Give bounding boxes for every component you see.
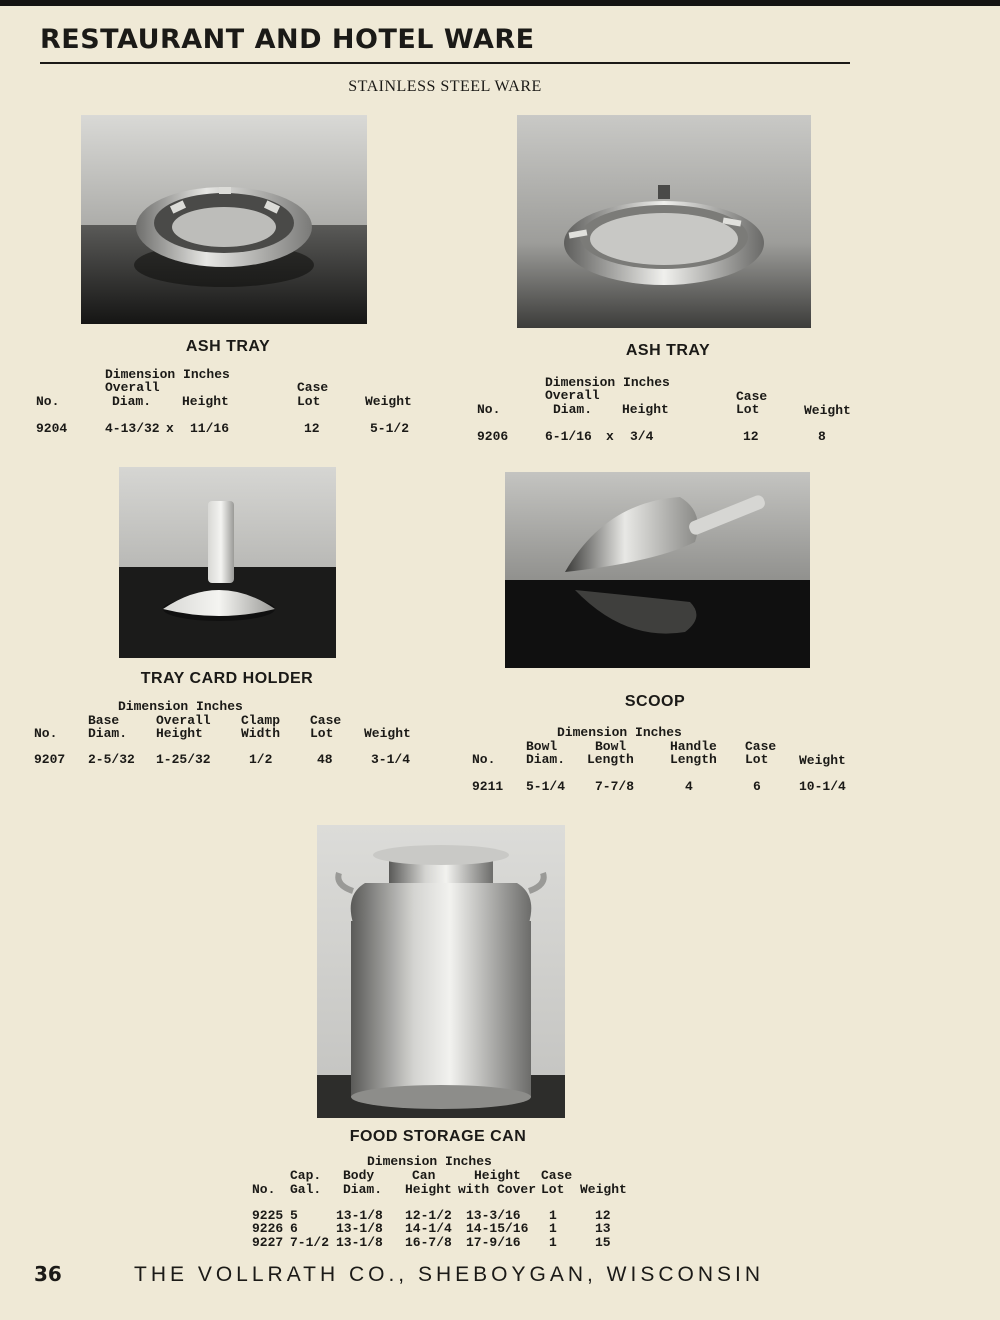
ash-tray-1-case-lot: 12 [304,421,320,436]
tray-card-holder-col-weight: Weight [364,726,411,741]
table-cell-cap: 6 [290,1221,298,1236]
ash-tray-2-col-weight: Weight [804,403,851,418]
ash-tray-1-x: x [166,421,174,436]
scoop-bowl-diam: 5-1/4 [526,779,566,794]
table-cell-case-lot: 1 [549,1235,557,1250]
ash-tray-1-no: 9204 [36,421,68,436]
scoop-col-diam: Diam. [526,752,566,767]
scoop-photo [505,472,810,668]
table-cell-can-height: 16-7/8 [405,1235,452,1250]
header-rule [40,62,850,64]
scoop-weight: 10-1/4 [799,779,846,794]
tray-card-holder-col-lot: Lot [310,726,334,741]
section-subtitle: STAINLESS STEEL WARE [348,78,542,95]
scoop-col-length: Length [587,752,634,767]
tray-card-holder-case-lot: 48 [317,752,333,767]
scoop-col-handle: Handle [670,739,717,754]
page-title: RESTAURANT AND HOTEL WARE [40,24,535,55]
ash-tray-2-height: 3/4 [630,429,654,444]
tray-card-holder-col-case: Case [310,713,342,728]
table-cell-weight: 13 [595,1221,611,1236]
ash-tray-2-dimension-header: Dimension Inches [545,375,670,390]
ash-tray-2-weight: 8 [818,429,826,444]
tray-card-holder-col-base: Base [88,713,120,728]
ash-tray-1-col-diam: Diam. [112,394,152,409]
food-storage-can-col-height: Height [474,1168,521,1183]
food-storage-can-col-can-height: Height [405,1182,452,1197]
scoop-no: 9211 [472,779,504,794]
table-cell-no: 9226 [252,1221,284,1236]
scoop-col-length-2: Length [670,752,717,767]
table-cell-cap: 5 [290,1208,298,1223]
tray-card-holder-col-diam: Diam. [88,726,128,741]
tray-card-holder-base-diam: 2-5/32 [88,752,135,767]
table-cell-weight: 12 [595,1208,611,1223]
tray-card-holder-overall-height: 1-25/32 [156,752,211,767]
top-border [0,0,1000,6]
scoop-dimension-header: Dimension Inches [557,725,682,740]
ash-tray-1-col-lot: Lot [297,394,321,409]
scoop-col-weight: Weight [799,753,846,768]
ash-tray-2-col-overall: Overall [545,388,600,403]
table-cell-no: 9227 [252,1235,284,1250]
food-storage-can-col-gal: Gal. [290,1182,322,1197]
ash-tray-1-col-case: Case [297,380,329,395]
ash-tray-2-diam: 6-1/16 [545,429,592,444]
ash-tray-2-title: ASH TRAY [625,342,711,359]
tray-card-holder-dimension-header: Dimension Inches [118,699,243,714]
scoop-col-bowl: Bowl [526,739,558,754]
ash-tray-photo [81,115,367,324]
food-storage-can-col-can: Can [412,1168,436,1183]
tray-card-holder-clamp-width: 1/2 [249,752,273,767]
scoop-title: SCOOP [624,693,686,710]
tray-card-holder-col-height: Height [156,726,203,741]
table-cell-body-diam: 13-1/8 [336,1208,383,1223]
tray-card-holder-col-overall: Overall [156,713,211,728]
scoop-case-lot: 6 [753,779,761,794]
food-storage-can-col-body: Body [343,1168,375,1183]
food-storage-can-col-weight: Weight [580,1182,627,1197]
tray-card-holder-weight: 3-1/4 [371,752,411,767]
ash-tray-2-col-no: No. [477,402,501,417]
food-storage-can-photo [317,825,565,1118]
table-cell-height-cover: 13-3/16 [466,1208,521,1223]
table-cell-case-lot: 1 [549,1221,557,1236]
ash-tray-1-col-weight: Weight [365,394,412,409]
ash-tray-1-diam: 4-13/32 [105,421,160,436]
ash-tray-2-x: x [606,429,614,444]
ash-tray-1-weight: 5-1/2 [370,421,410,436]
ash-tray-2-case-lot: 12 [743,429,759,444]
food-storage-can-dimension-header: Dimension Inches [367,1154,492,1169]
table-cell-weight: 15 [595,1235,611,1250]
food-storage-can-col-cap: Cap. [290,1168,322,1183]
food-storage-can-title: FOOD STORAGE CAN [349,1128,527,1145]
ash-tray-1-dimension-header: Dimension Inches [105,367,230,382]
table-cell-cap: 7-1/2 [290,1235,330,1250]
tray-card-holder-col-clamp: Clamp [241,713,281,728]
ash-tray-2-col-diam: Diam. [553,402,593,417]
food-storage-can-col-no: No. [252,1182,276,1197]
scoop-col-case: Case [745,739,777,754]
tray-card-holder-no: 9207 [34,752,66,767]
ash-tray-1-height: 11/16 [190,421,230,436]
tray-card-holder-photo [119,467,336,658]
ash-tray-1-col-overall: Overall [105,380,160,395]
tray-card-holder-col-width: Width [241,726,281,741]
company-footer: THE VOLLRATH CO., SHEBOYGAN, WISCONSIN [134,1263,765,1286]
food-storage-can-col-with-cover: with Cover [458,1182,537,1197]
page-number: 36 [34,1262,62,1286]
table-cell-can-height: 14-1/4 [405,1221,452,1236]
scoop-col-lot: Lot [745,752,769,767]
ash-tray-2-col-height: Height [622,402,669,417]
table-cell-case-lot: 1 [549,1208,557,1223]
food-storage-can-col-diam: Diam. [343,1182,383,1197]
tray-card-holder-col-no: No. [34,726,58,741]
ash-tray-1-col-height: Height [182,394,229,409]
table-cell-can-height: 12-1/2 [405,1208,452,1223]
food-storage-can-col-case: Case [541,1168,573,1183]
scoop-col-no: No. [472,752,496,767]
scoop-col-bowl-2: Bowl [595,739,627,754]
ash-tray-2-col-lot: Lot [736,402,760,417]
scoop-handle-length: 4 [685,779,693,794]
food-storage-can-col-lot: Lot [541,1182,565,1197]
scoop-bowl-length: 7-7/8 [595,779,635,794]
table-cell-body-diam: 13-1/8 [336,1221,383,1236]
table-cell-height-cover: 14-15/16 [466,1221,529,1236]
ash-tray-2-no: 9206 [477,429,509,444]
table-cell-height-cover: 17-9/16 [466,1235,521,1250]
tray-card-holder-title: TRAY CARD HOLDER [140,670,314,687]
ash-tray-1-col-no: No. [36,394,60,409]
table-cell-no: 9225 [252,1208,284,1223]
ash-tray-1-title: ASH TRAY [185,338,271,355]
ash-tray-2-col-case: Case [736,389,768,404]
ash-tray-photo [517,115,811,328]
table-cell-body-diam: 13-1/8 [336,1235,383,1250]
